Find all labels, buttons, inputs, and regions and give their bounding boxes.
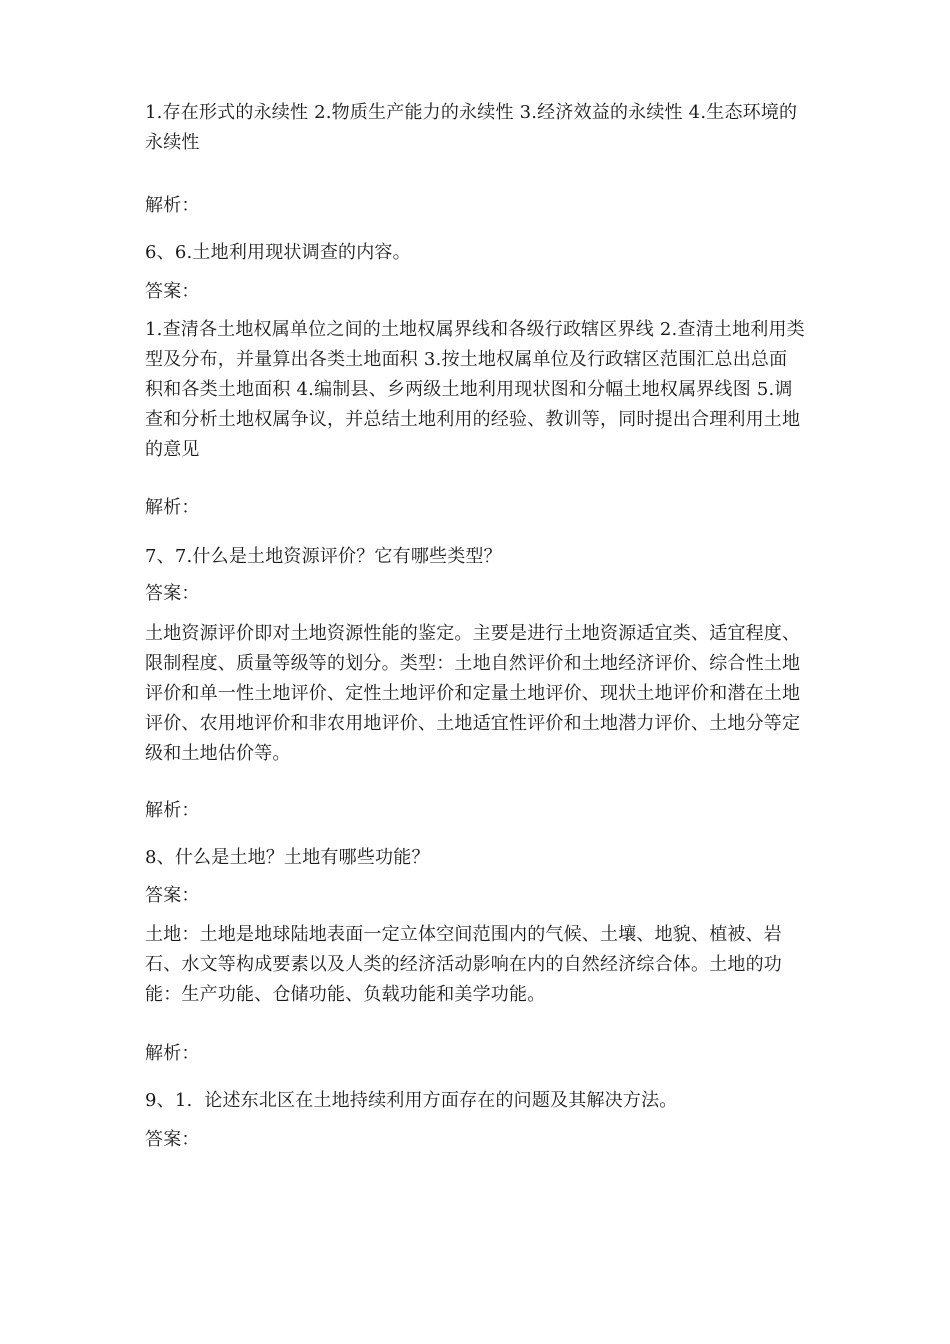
q6-answer-text: 1.查清各土地权属单位之间的土地权属界线和各级行政辖区界线 2.查清土地利用类型及分布，并量算出各类土地面积 3.按土地权属单位及行政辖区范围汇总出总面积和各类土地面积 4.编制县、乡两级土地利用现状图和分幅土地权属界线图 5.调查和分析土地权属争议，并总结土地利用的经验、教训等，同时提出合理利用土地的意见 xyxy=(145,319,805,460)
q8-answer-label: 答案： xyxy=(145,885,200,906)
q6-analysis-label: 解析： xyxy=(145,497,200,518)
q8-question: 8、什么是土地？土地有哪些功能？ xyxy=(145,847,430,868)
q5-analysis-label: 解析： xyxy=(145,195,200,216)
q8-answer-text: 土地：土地是地球陆地表面一定立体空间范围内的气候、土壤、地貌、植被、岩石、水文等构成要素以及人类的经济活动影响在内的自然经济综合体。土地的功能：生产功能、仓储功能、负载功能和美学功能。 xyxy=(145,924,782,1005)
q8-analysis-label: 解析： xyxy=(145,1043,200,1064)
q6-question: 6、6.土地利用现状调查的内容。 xyxy=(145,242,411,263)
q7-answer-label: 答案： xyxy=(145,583,200,604)
q5-answer-text: 1.存在形式的永续性 2.物质生产能力的永续性 3.经济效益的永续性 4.生态环境的永续性 xyxy=(145,102,798,153)
q6-answer-label: 答案： xyxy=(145,281,200,302)
q9-answer-label: 答案： xyxy=(145,1129,200,1150)
q7-answer-text: 土地资源评价即对土地资源性能的鉴定。主要是进行土地资源适宜类、适宜程度、限制程度、质量等级等的划分。类型：土地自然评价和土地经济评价、综合性土地评价和单一性土地评价、定性土地评价和定量土地评价、现状土地评价和潜在土地评价、农用地评价和非农用地评价、土地适宜性评价和土地潜力评价、土地分等定级和土地估价等。 xyxy=(145,623,801,764)
q7-analysis-label: 解析： xyxy=(145,800,200,821)
q7-question: 7、7.什么是土地资源评价？它有哪些类型？ xyxy=(145,546,502,567)
q9-question: 9、1. 论述东北区在土地持续利用方面存在的问题及其解决方法。 xyxy=(145,1090,678,1111)
